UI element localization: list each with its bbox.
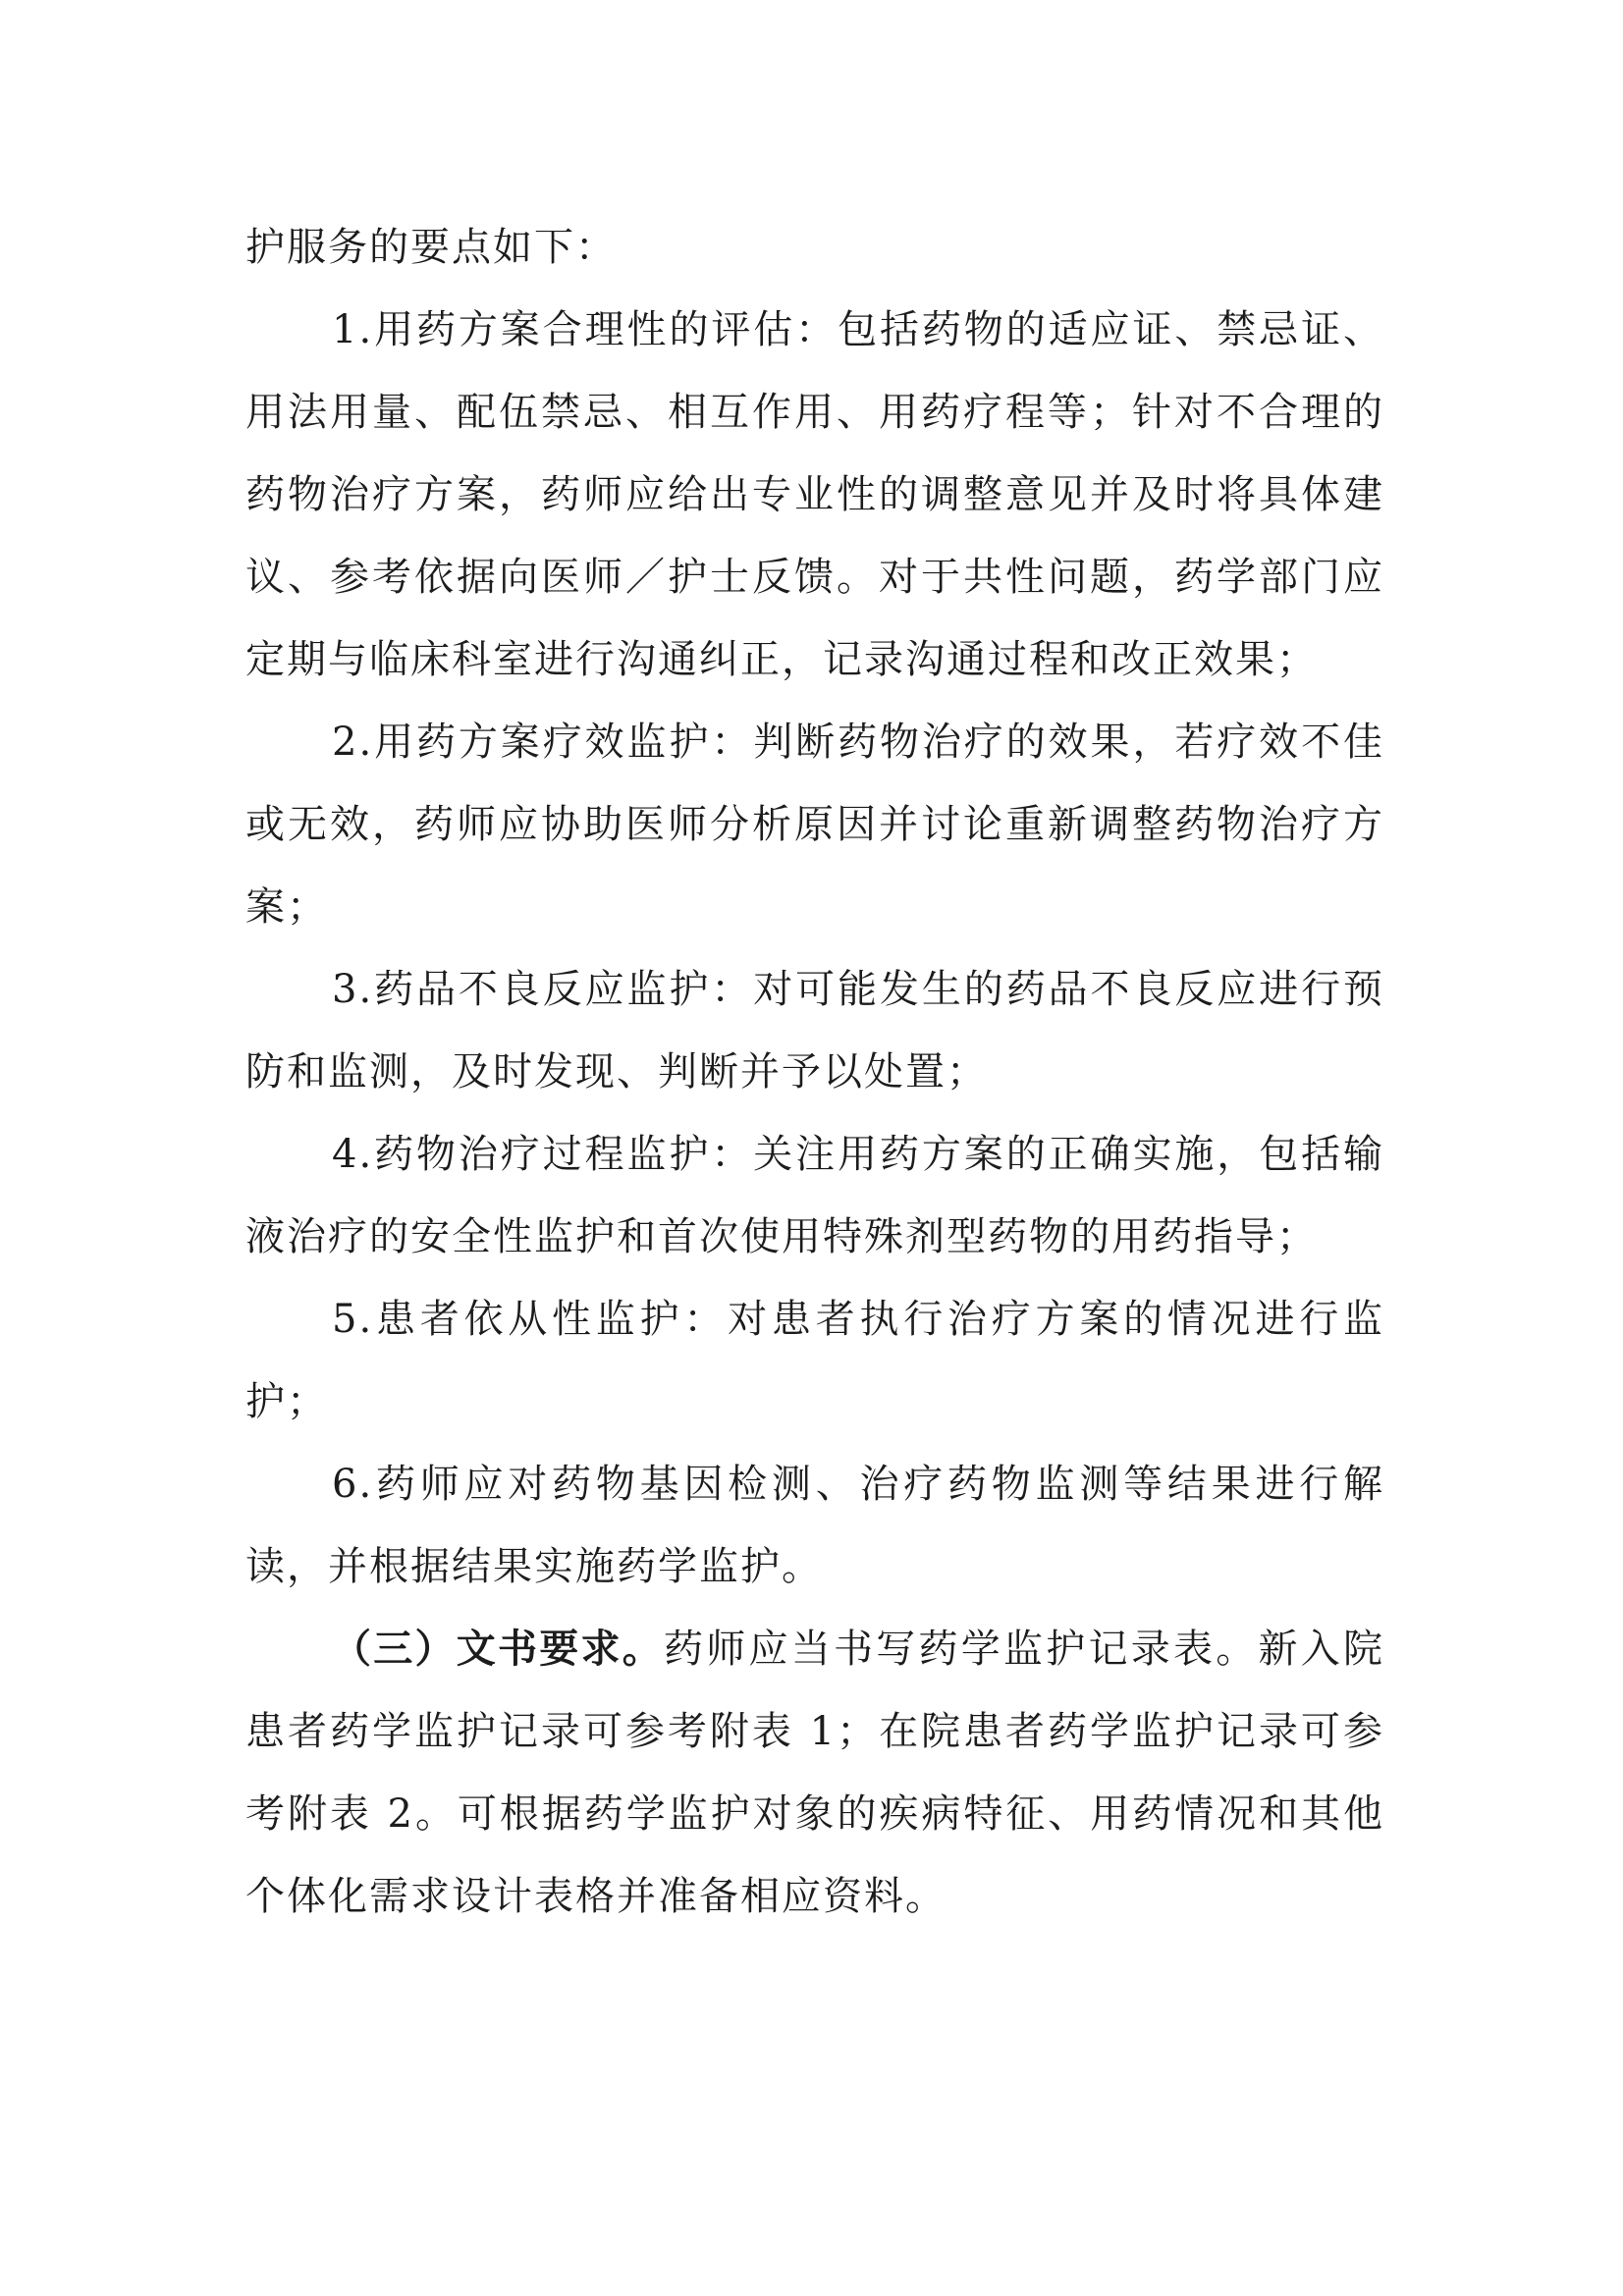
section-paragraph bbox=[245, 1608, 1384, 1938]
list-item-3: 3.药品不良反应监护：对可能发生的药品不良反应进行预防和监测，及时发现、判断并予以处置； bbox=[245, 967, 1384, 1095]
section-body: 药师应当书写药学监护记录表。新入院患者药学监护记录可参考附表 1；在院患者药学监护记录可参考附表 2。可根据药学监护对象的疾病特征、用药情况和其他个体化需求设计表格并准备相应资料。 bbox=[245, 1627, 1384, 1919]
document-body bbox=[245, 206, 1384, 1938]
paragraph-continuation: 护服务的要点如下： bbox=[245, 225, 617, 270]
list-item-5: 5.患者依从性监护：对患者执行治疗方案的情况进行监护； bbox=[245, 1297, 1384, 1424]
list-item-1: 1.用药方案合理性的评估：包括药物的适应证、禁忌证、用法用量、配伍禁忌、相互作用、用药疗程等；针对不合理的药物治疗方案，药师应给出专业性的调整意见并及时将具体建议、参考依据向医师／护士反馈。对于共性问题，药学部门应定期与临床科室进行沟通纠正，记录沟通过程和改正效果； bbox=[245, 307, 1384, 682]
list-item-2: 2.用药方案疗效监护：判断药物治疗的效果，若疗效不佳或无效，药师应协助医师分析原因并讨论重新调整药物治疗方案； bbox=[245, 720, 1384, 930]
section-heading: （三）文书要求。 bbox=[332, 1627, 664, 1672]
list-item-6: 6.药师应对药物基因检测、治疗药物监测等结果进行解读，并根据结果实施药学监护。 bbox=[245, 1462, 1384, 1589]
list-item-4: 4.药物治疗过程监护：关注用药方案的正确实施，包括输液治疗的安全性监护和首次使用特殊剂型药物的用药指导； bbox=[245, 1132, 1384, 1259]
